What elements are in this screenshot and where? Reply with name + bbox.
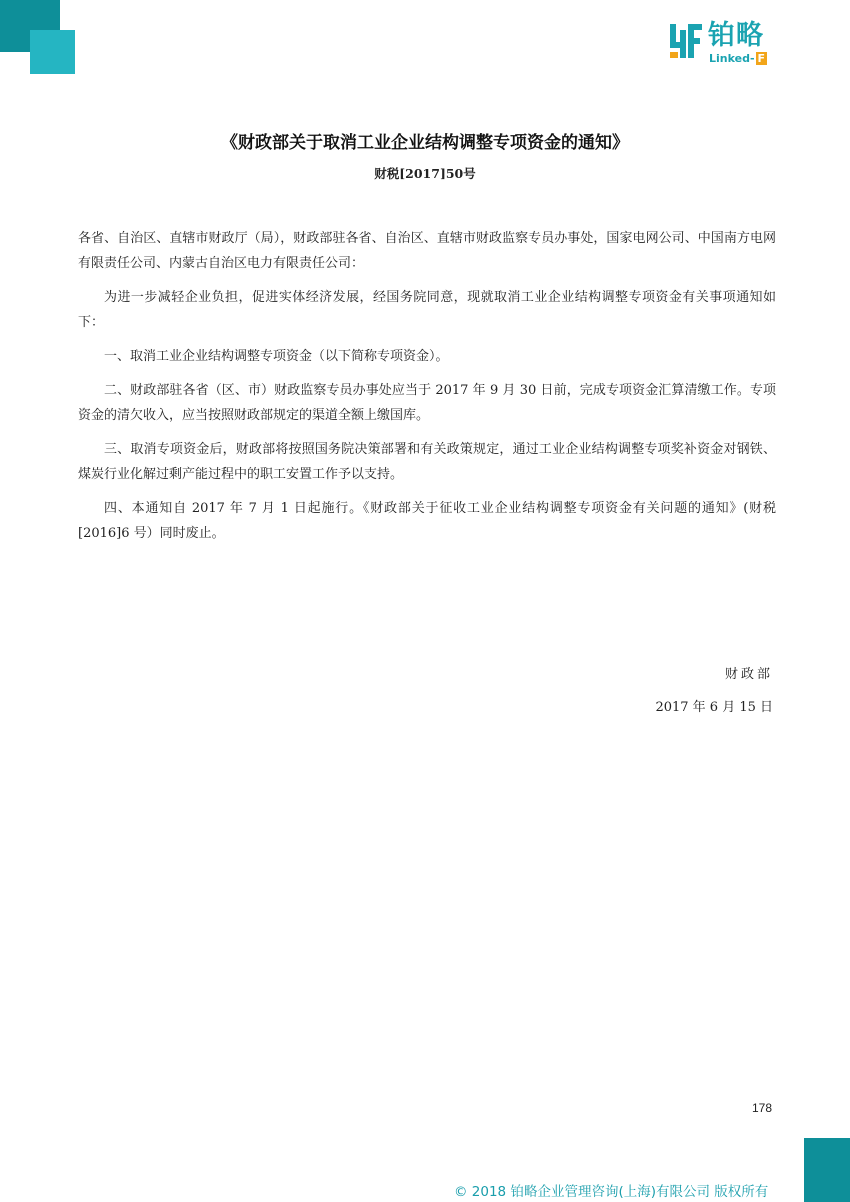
company-logo	[668, 20, 794, 66]
logo-mark-icon	[668, 22, 704, 60]
signature-organization: 财政部	[724, 667, 773, 682]
paragraph-addressees: 各省、自治区、直辖市财政厅（局），财政部驻各省、自治区、直辖市财政监察专员办事处，国家电网公司、中国南方电网有限责任公司、内蒙古自治区电力有限责任公司：	[78, 231, 776, 271]
document-body	[78, 226, 776, 555]
logo-name-en-suffix: F	[757, 52, 766, 65]
signature-date: 2017 年 6 月 15 日	[655, 700, 773, 715]
footer-copyright: © 2018 铂略企业管理咨询(上海)有限公司 版权所有	[454, 1184, 769, 1200]
paragraph-item-2: 二、财政部驻各省（区、市）财政监察专员办事处应当于 2017 年 9 月 30 日前，完成专项资金汇算清缴工作。专项资金的清欠收入，应当按照财政部规定的渠道全额上缴国库。	[78, 383, 776, 423]
paragraph-item-3: 三、取消专项资金后，财政部将按照国务院决策部署和有关政策规定，通过工业企业结构调整专项奖补资金对钢铁、煤炭行业化解过剩产能过程中的职工安置工作予以支持。	[78, 442, 776, 482]
logo-name-cn: 铂略	[708, 20, 764, 51]
document-number: 财税[2017]50号	[374, 166, 476, 181]
logo-name-en	[709, 52, 767, 65]
paragraph-intro: 为进一步减轻企业负担，促进实体经济发展，经国务院同意，现就取消工业企业结构调整专项资金有关事项通知如下：	[78, 290, 776, 330]
paragraph-item-4: 四、本通知自 2017 年 7 月 1 日起施行。《财政部关于征收工业企业结构调整专项资金有关问题的通知》(财税[2016]6 号）同时废止。	[78, 501, 776, 541]
corner-decoration-light	[30, 30, 75, 74]
footer-decoration	[804, 1138, 850, 1202]
page-number: 178	[752, 1101, 773, 1115]
document-title: 《财政部关于取消工业企业结构调整专项资金的通知》	[221, 133, 629, 153]
logo-name-en-main: Linked-	[709, 52, 755, 65]
paragraph-item-1: 一、取消工业企业结构调整专项资金（以下简称专项资金）。	[104, 349, 449, 364]
